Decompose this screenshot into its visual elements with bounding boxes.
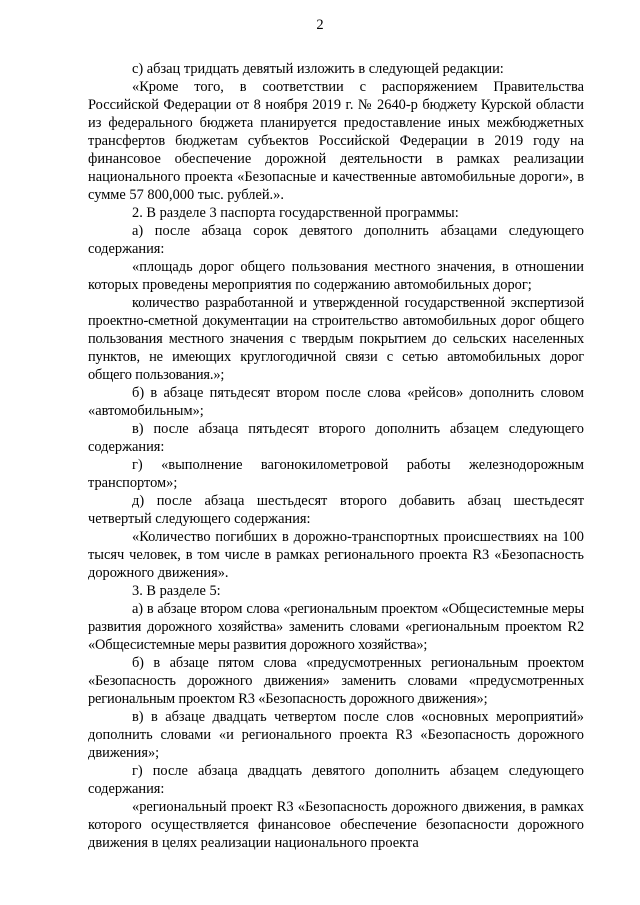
paragraph-8: в) после абзаца пятьдесят второго дополнить абзацем следующего содержания: <box>88 421 584 455</box>
paragraph-7: б) в абзаце пятьдесят втором после слова «рейсов» дополнить словом «автомобильным»; <box>88 385 584 419</box>
paragraph-2: «Кроме того, в соответствии с распоряжением Правительства Российской Федерации от 8 ноября 2019 г. № 2640-р бюджету Курской области из федерального бюджета планируется предоставление иных межбюджетных трансфертов бюджетам субъектов Российской Федерации в 2019 году на финансовое обеспечение дорожной деятельности в рамках реализации национального проекта «Безопасные и качественные автомобильные дороги», в сумме 57 800,000 тыс. рублей.». <box>88 79 584 203</box>
paragraph-15: в) в абзаце двадцать четвертом после слов «основных мероприятий» дополнить словами «и регионального проекта R3 «Безопасность дорожного движения»; <box>88 709 584 761</box>
paragraph-6: количество разработанной и утвержденной государственной экспертизой проектно-сметной документации на строительство автомобильных дорог общего пользования местного значения с твердым покрытием до сельских населенных пунктов, не имеющих круглогодичной связи с сетью автомобильных дорог общего пользования.»; <box>88 295 584 383</box>
paragraph-16: г) после абзаца двадцать девятого дополнить абзацем следующего содержания: <box>88 763 584 797</box>
paragraph-4: а) после абзаца сорок девятого дополнить абзацами следующего содержания: <box>88 223 584 257</box>
paragraph-10: д) после абзаца шестьдесят второго добавить абзац шестьдесят четвертый следующего содержания: <box>88 493 584 527</box>
paragraph-3: 2. В разделе 3 паспорта государственной программы: <box>132 205 459 221</box>
document-body <box>88 60 584 852</box>
paragraph-5: «площадь дорог общего пользования местного значения, в отношении которых проведены мероприятия по содержанию автомобильных дорог; <box>88 259 584 293</box>
paragraph-13: а) в абзаце втором слова «региональным проектом «Общесистемные меры развития дорожного хозяйства» заменить словами «региональным проектом R2 «Общесистемные меры развития дорожного хозяйства»; <box>88 601 584 653</box>
paragraph-1: с) абзац тридцать девятый изложить в следующей редакции: <box>132 61 504 77</box>
paragraph-9: г) «выполнение вагонокилометровой работы железнодорожным транспортом»; <box>88 457 584 491</box>
paragraph-12: 3. В разделе 5: <box>132 583 221 599</box>
paragraph-17: «региональный проект R3 «Безопасность дорожного движения, в рамках которого осуществляется финансовое обеспечение безопасности дорожного движения в целях реализации национального проекта <box>88 799 584 851</box>
page-number: 2 <box>316 17 324 33</box>
paragraph-14: б) в абзаце пятом слова «предусмотренных региональным проектом «Безопасность дорожного движения» заменить словами «предусмотренных региональным проектом R3 «Безопасность дорожного движения»; <box>88 655 584 707</box>
paragraph-11: «Количество погибших в дорожно-транспортных происшествиях на 100 тысяч человек, в том числе в рамках регионального проекта R3 «Безопасность дорожного движения». <box>88 529 584 581</box>
